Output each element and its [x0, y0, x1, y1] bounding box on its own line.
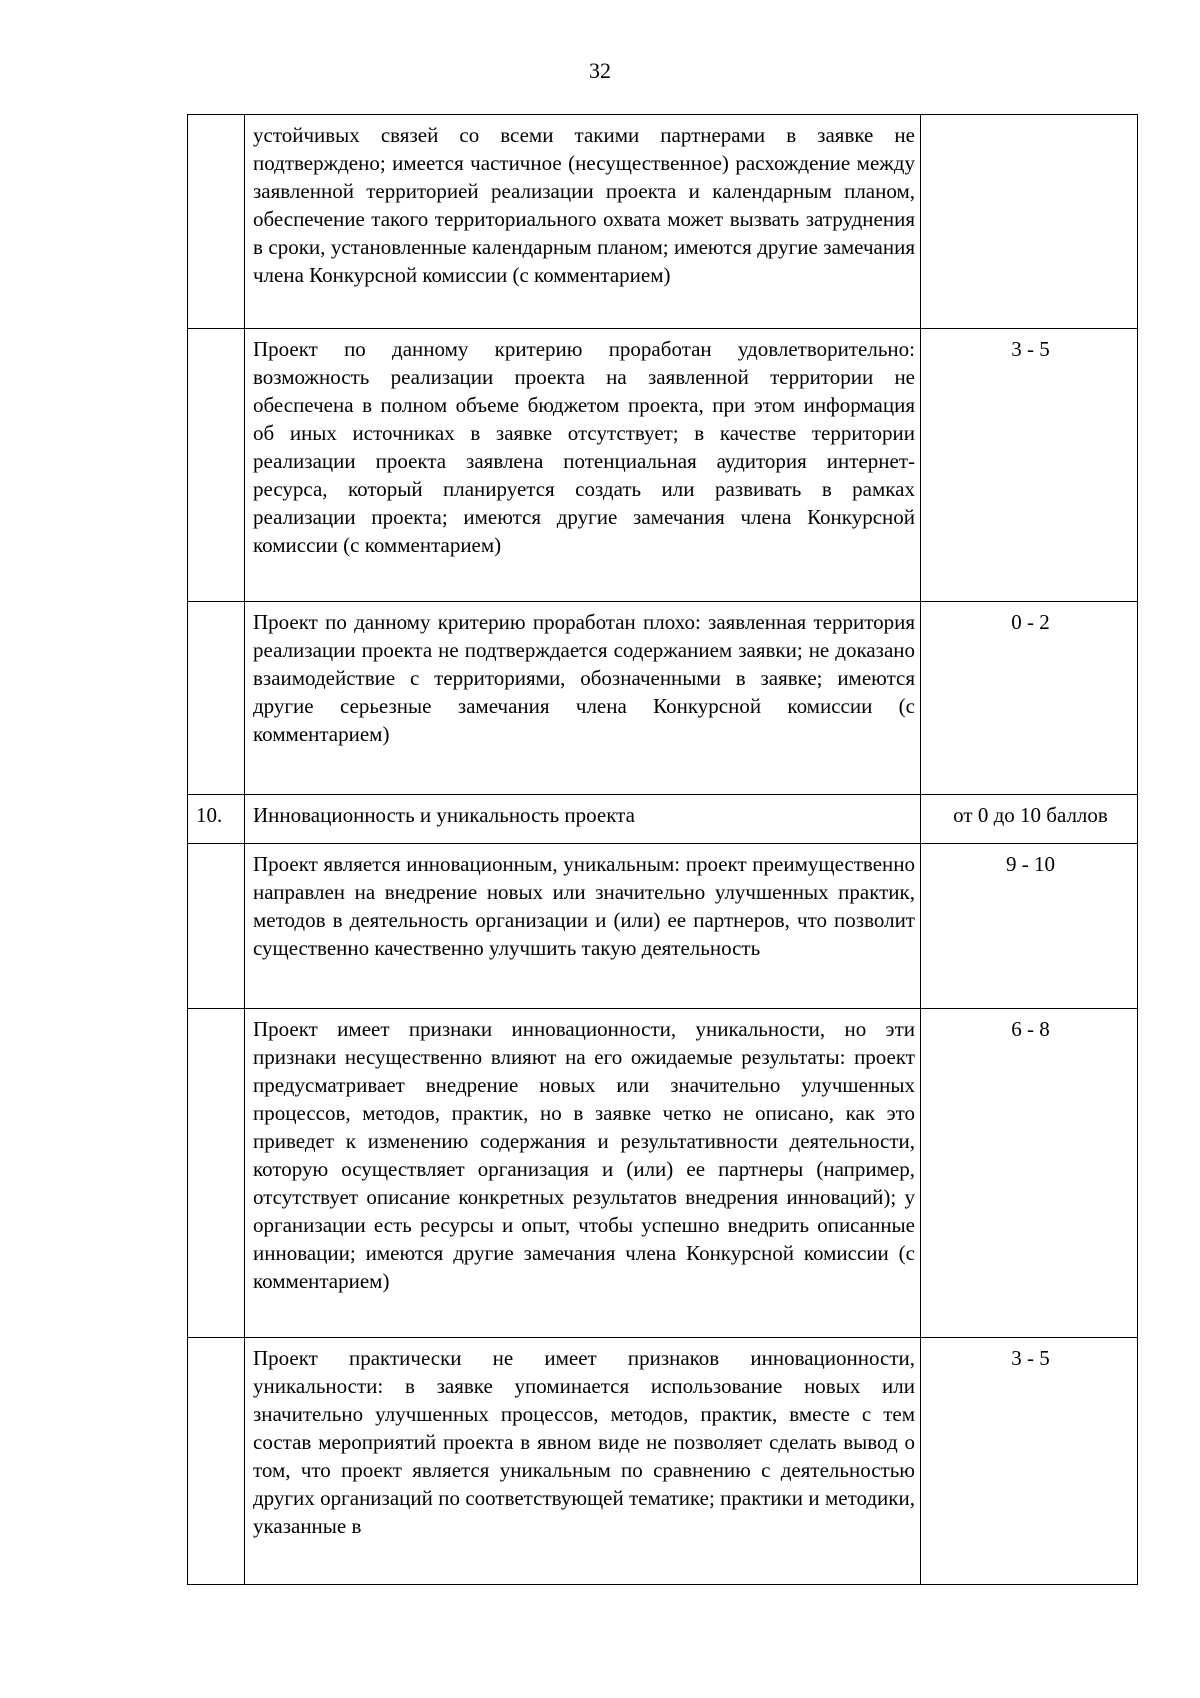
criterion-description: устойчивых связей со всеми такими партнерами в заявке не подтверждено; имеется частичное (несущественное) расхождение между заявленной территорией реализации проекта и календарным планом, обеспечение такого территориального охвата может вызвать затруднения в сроки, установленные календарным планом; имеются другие замечания члена Конкурсной комиссии (с комментарием) — [245, 115, 921, 329]
criteria-table — [187, 114, 1138, 1585]
table-row — [188, 1009, 1138, 1338]
criterion-description: Проект по данному критерию проработан плохо: заявленная территория реализации проекта не подтверждается содержанием заявки; не доказано взаимодействие с территориями, обозначенными в заявке; имеются другие серьезные замечания члена Конкурсной комиссии (с комментарием) — [245, 602, 921, 795]
criterion-description: Проект практически не имеет признаков инновационности, уникальности: в заявке упоминается использование новых или значительно улучшенных процессов, методов, практик, вместе с тем состав мероприятий проекта в явном виде не позволяет сделать вывод о том, что проект является уникальным по сравнению с деятельностью других организаций по соответствующей тематике; практики и методики, указанные в — [245, 1338, 921, 1585]
criterion-description: Проект по данному критерию проработан удовлетворительно: возможность реализации проекта на заявленной территории не обеспечена в полном объеме бюджетом проекта, при этом информация об иных источниках в заявке отсутствует; в качестве территории реализации проекта заявлена потенциальная аудитория интернет-ресурса, который планируется создать или развивать в рамках реализации проекта; имеются другие замечания члена Конкурсной комиссии (с комментарием) — [245, 329, 921, 602]
table-row — [188, 115, 1138, 329]
table-row — [188, 602, 1138, 795]
page-number: 32 — [589, 58, 611, 83]
criterion-score: 9 - 10 — [921, 844, 1138, 1009]
criterion-number — [188, 1338, 245, 1585]
table-row — [188, 795, 1138, 844]
criterion-number — [188, 844, 245, 1009]
criterion-description: Проект является инновационным, уникальным: проект преимущественно направлен на внедрение новых или значительно улучшенных практик, методов в деятельность организации и (или) ее партнеров, что позволит существенно качественно улучшить такую деятельность — [245, 844, 921, 1009]
criterion-description: Проект имеет признаки инновационности, уникальности, но эти признаки несущественно влияют на его ожидаемые результаты: проект предусматривает внедрение новых или значительно улучшенных процессов, методов, практик, но в заявке четко не описано, как это приведет к изменению содержания и результативности деятельности, которую осуществляет организация и (или) ее партнеры (например, отсутствует описание конкретных результатов внедрения инноваций); у организации есть ресурсы и опыт, чтобы успешно внедрить описанные инновации; имеются другие замечания члена Конкурсной комиссии (с комментарием) — [245, 1009, 921, 1338]
criterion-number: 10. — [188, 795, 245, 844]
criterion-score: 3 - 5 — [921, 329, 1138, 602]
table-row — [188, 329, 1138, 602]
criterion-number — [188, 115, 245, 329]
criterion-score: 6 - 8 — [921, 1009, 1138, 1338]
table-row — [188, 844, 1138, 1009]
criterion-title: Инновационность и уникальность проекта — [245, 795, 921, 844]
criterion-number — [188, 329, 245, 602]
criterion-score-range: от 0 до 10 баллов — [921, 795, 1138, 844]
criterion-score: 3 - 5 — [921, 1338, 1138, 1585]
table-row — [188, 1338, 1138, 1585]
criterion-score: 0 - 2 — [921, 602, 1138, 795]
criterion-number — [188, 602, 245, 795]
criterion-score — [921, 115, 1138, 329]
criterion-number — [188, 1009, 245, 1338]
